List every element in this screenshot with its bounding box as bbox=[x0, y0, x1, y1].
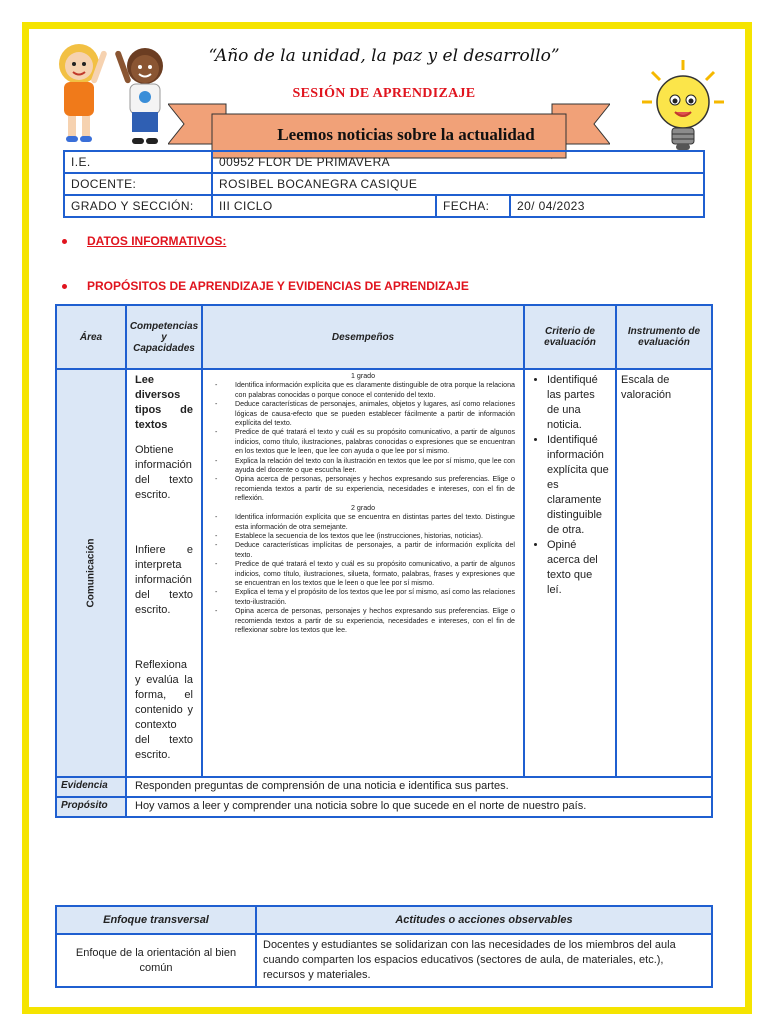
competencias-cell bbox=[126, 369, 202, 777]
enfoque-actitudes: Docentes y estudiantes se solidarizan con las necesidades de los miembros del aula cuando comparten los espacios educativos (sectores de aula, de materiales, etc.), recursos y materiales. bbox=[256, 934, 712, 987]
list-item: - Explica el tema y el propósito de los textos que lee por sí mismo, así como las relaciones texto-ilustración. bbox=[211, 588, 515, 607]
evidencia-text: Responden preguntas de comprensión de una noticia e identifica sus partes. bbox=[126, 777, 712, 797]
capacidad-item: Infiere e interpreta información del texto escrito. bbox=[135, 544, 193, 616]
list-item: - Opina acerca de personas, personajes y hechos expresando sus preferencias. Elige o recomienda textos a partir de su experiencia, necesidades e intereses, con el fin de reflexionar sobre los textos que lee. bbox=[211, 607, 515, 635]
list-item: - Explica la relación del texto con la ilustración en textos que lee por sí mismo, que lee con ayuda del docente o que escucha leer. bbox=[211, 457, 515, 476]
lightbulb-icon bbox=[640, 58, 726, 158]
info-table bbox=[63, 150, 705, 218]
criterios-list bbox=[531, 373, 609, 598]
evidencia-label: Evidencia bbox=[56, 777, 126, 797]
docente-value: ROSIBEL BOCANEGRA CASIQUE bbox=[212, 173, 704, 195]
capacidad-item: Obtiene información del texto escrito. bbox=[135, 444, 193, 501]
list-item: - Deduce características de personajes, animales, objetos y lugares, así como relaciones lógicas de causa-efecto que se pueden establecer fácilmente a partir de información explícita del texto. bbox=[211, 400, 515, 428]
area-cell bbox=[56, 369, 126, 777]
list-item: • Identifiqué las partes de una noticia. bbox=[547, 373, 609, 433]
header-desempenos: Desempeños bbox=[202, 305, 524, 369]
list-item: • Opiné acerca del texto que leí. bbox=[547, 538, 609, 598]
instrumento-cell: Escala de valoración bbox=[616, 369, 712, 777]
learning-table bbox=[55, 304, 713, 818]
area-label: Comunicación bbox=[85, 538, 97, 608]
proposito-text: Hoy vamos a leer y comprender una noticia sobre lo que sucede en el norte de nuestro país. bbox=[126, 797, 712, 817]
fecha-label: FECHA: bbox=[436, 195, 510, 217]
table-row bbox=[64, 151, 704, 173]
table-row bbox=[64, 173, 704, 195]
desempenos-list-2 bbox=[211, 513, 515, 635]
header-instrumento: Instrumento de evaluación bbox=[616, 305, 712, 369]
session-title: SESIÓN DE APRENDIZAJE bbox=[292, 86, 476, 101]
header-enfoque: Enfoque transversal bbox=[56, 906, 256, 934]
table-row bbox=[56, 777, 712, 797]
header-competencias: Competencias y Capacidades bbox=[126, 305, 202, 369]
competencia-name: Lee diversos tipos de textos bbox=[135, 374, 193, 431]
fecha-value: 20/ 04/2023 bbox=[510, 195, 704, 217]
enfoque-name: Enfoque de la orientación al bien común bbox=[56, 934, 256, 987]
table-row bbox=[56, 934, 712, 987]
list-item: • Identifiqué información explícita que es claramente distinguible de otra. bbox=[547, 433, 609, 538]
header-criterio: Criterio de evaluación bbox=[524, 305, 616, 369]
table-row bbox=[56, 797, 712, 817]
header-actitudes: Actitudes o acciones observables bbox=[256, 906, 712, 934]
enfoque-table bbox=[55, 905, 713, 988]
header-area: Área bbox=[56, 305, 126, 369]
datos-heading bbox=[62, 234, 226, 248]
list-item: - Deduce características implícitas de personajes, a partir de información explícita del texto. bbox=[211, 541, 515, 560]
grade-label: 1 grado bbox=[350, 372, 376, 380]
lesson-title: Leemos noticias sobre la actualidad bbox=[277, 125, 535, 144]
ie-value: 00952 FLOR DE PRIMAVERA bbox=[212, 151, 704, 173]
list-item: - Identifica información explícita que es claramente distinguible de otra porque la relaciona con palabras conocidas o porque conoce el contenido del texto. bbox=[211, 381, 515, 400]
table-row bbox=[56, 369, 712, 777]
list-item: - Identifica información explícita que se encuentra en distintas partes del texto. Distingue esta información de otra semejante. bbox=[211, 513, 515, 532]
desempenos-cell bbox=[202, 369, 524, 777]
table-row bbox=[64, 195, 704, 217]
list-item: - Predice de qué tratará el texto y cuál es su propósito comunicativo, a partir de algunos indicios, como título, ilustraciones, palabras conocidas o expresiones que se encuentran en los textos que le leen, que lee con ayuda o que lee por sí mismo. bbox=[211, 428, 515, 456]
propositos-heading-text: PROPÓSITOS DE APRENDIZAJE Y EVIDENCIAS DE APRENDIZAJE bbox=[87, 279, 469, 293]
bullet-icon bbox=[62, 239, 67, 244]
ie-label: I.E. bbox=[64, 151, 212, 173]
list-item: - Establece la secuencia de los textos que lee (instrucciones, historias, noticias). bbox=[211, 532, 515, 541]
table-header-row bbox=[56, 305, 712, 369]
desempenos-list-1 bbox=[211, 381, 515, 503]
table-header-row bbox=[56, 906, 712, 934]
capacidad-item: Reflexiona y evalúa la forma, el contenido y contexto del texto escrito. bbox=[135, 659, 193, 761]
docente-label: DOCENTE: bbox=[64, 173, 212, 195]
grade-label: 2 grado bbox=[350, 503, 376, 512]
list-item: - Predice de qué tratará el texto y cuál es su propósito comunicativo, a partir de algunos indicios, como título, ilustraciones, silueta, formato, palabras, frases y expresiones que se encuentran en los textos que le leen o que lee por sí mismo. bbox=[211, 560, 515, 588]
bullet-icon bbox=[62, 284, 67, 289]
list-item: - Opina acerca de personas, personajes y hechos expresando sus preferencias. Elige o recomienda textos a partir de su experiencia, necesidades e intereses, con el fin de reflexión. bbox=[211, 475, 515, 503]
datos-heading-text: DATOS INFORMATIVOS: bbox=[87, 234, 227, 248]
proposito-label: Propósito bbox=[56, 797, 126, 817]
propositos-heading bbox=[62, 279, 469, 293]
criterios-cell bbox=[524, 369, 616, 777]
grado-label: GRADO Y SECCIÓN: bbox=[64, 195, 212, 217]
year-motto: “Año de la unidad, la paz y el desarrollo” bbox=[208, 46, 560, 66]
grado-value: III CICLO bbox=[212, 195, 436, 217]
